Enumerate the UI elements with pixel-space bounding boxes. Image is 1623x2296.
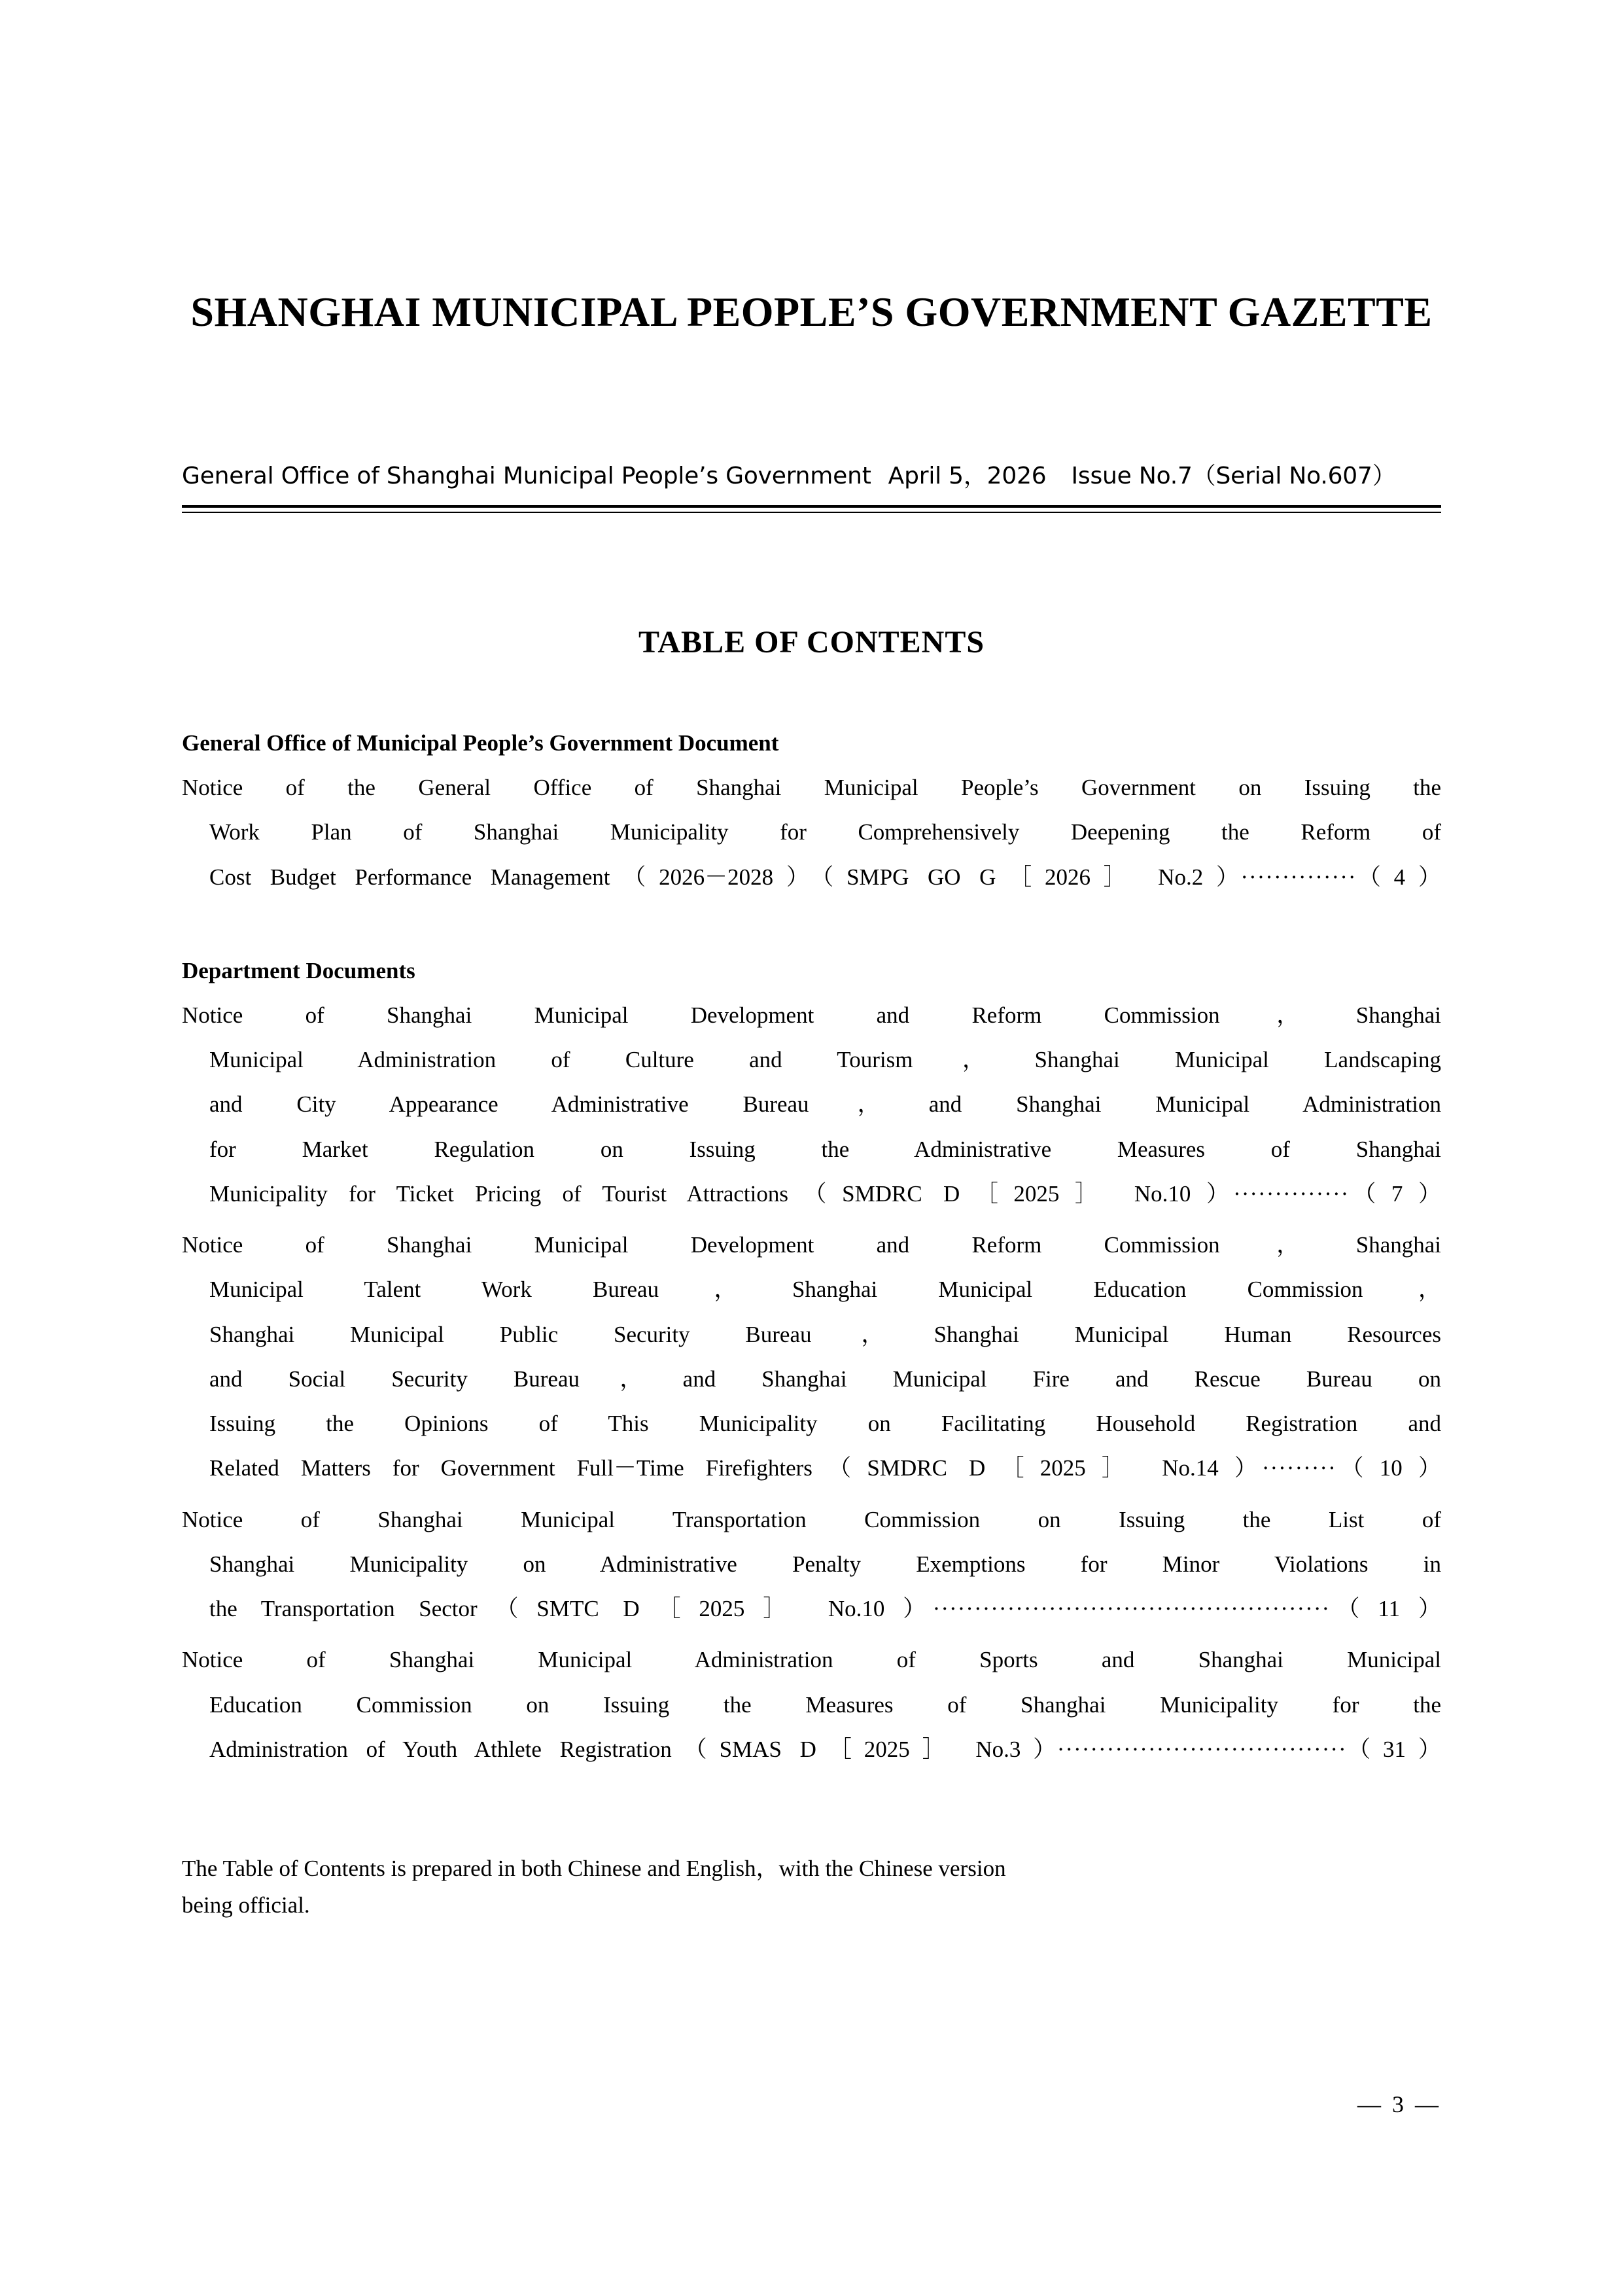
toc-section-title-general-office: General Office of Municipal People’s Government Document: [182, 730, 779, 756]
toc-entry-line: and Social Security Bureau，and Shanghai Municipal Fire and Rescue Bureau on: [209, 1366, 1441, 1392]
toc-heading: TABLE OF CONTENTS: [638, 625, 985, 660]
toc-page-number: （11）: [1330, 1596, 1441, 1621]
toc-entry-line-text: Related Matters for Government Full－Time Firefighters（SMDRC D［2025］ No.14）: [209, 1455, 1262, 1481]
toc-entry-line: Municipal Talent Work Bureau，Shanghai Municipal Education Commission，: [209, 1277, 1441, 1303]
masthead-divider: [182, 505, 1441, 513]
masthead-date: April 5，2026: [888, 463, 1047, 489]
toc-entry-line: and City Appearance Administrative Bureau，and Shanghai Municipal Administration: [209, 1091, 1441, 1118]
toc-entry-line: for Market Regulation on Issuing the Administrative Measures of Shanghai: [209, 1136, 1441, 1162]
toc-entry[interactable]: [182, 1223, 1441, 1491]
toc-entry-line: Municipal Administration of Culture and Tourism，Shanghai Municipal Landscaping: [209, 1047, 1441, 1072]
toc-page-number: （4）: [1356, 864, 1441, 890]
toc-leader-dots: ···································: [1056, 1736, 1347, 1762]
toc-entry-line: Education Commission on Issuing the Measures of Shanghai Municipality for the: [209, 1691, 1441, 1718]
toc-leader-dots: ··············: [1240, 864, 1357, 890]
divider-thin-line: [182, 512, 1441, 513]
toc-entry-last-line: [182, 1446, 1441, 1491]
page-title: SHANGHAI MUNICIPAL PEOPLE’S GOVERNMENT GAZETTE: [190, 289, 1433, 335]
toc-entry-line: Shanghai Municipal Public Security Bureau，Shanghai Municipal Human Resources: [209, 1321, 1441, 1347]
toc-page-number: （7）: [1349, 1180, 1441, 1207]
toc-entry-line: Notice of Shanghai Municipal Development and Reform Commission，Shanghai: [182, 1232, 1441, 1258]
toc-entry-line-text: Cost Budget Performance Management（2026－2028）（SMPG GO G［2026］ No.2）: [209, 864, 1241, 890]
toc-leader-dots: ················································: [932, 1596, 1331, 1621]
toc-page-number: （31）: [1346, 1736, 1441, 1762]
toc-entry-last-line: [182, 1727, 1441, 1772]
toc-page-number: （10）: [1336, 1455, 1441, 1481]
toc-entry-line-text: Administration of Youth Athlete Registration（SMAS D［2025］ No.3）: [209, 1736, 1057, 1762]
page-content: [182, 0, 1441, 1924]
toc-note-line: The Table of Contents is prepared in both Chinese and English，with the Chinese version: [182, 1856, 1006, 1881]
masthead-publisher: General Office of Shanghai Municipal People’s Government: [182, 463, 871, 489]
toc-entry-line: Notice of the General Office of Shanghai Municipal People’s Government on Issuing the: [182, 775, 1441, 800]
toc-entry[interactable]: [182, 1498, 1441, 1632]
toc-entry-last-line: [182, 1587, 1441, 1631]
toc-note-line: being official.: [182, 1892, 310, 1918]
masthead-issue: Issue No.7（Serial No.607）: [1071, 463, 1396, 489]
toc-entry-last-line: [182, 855, 1441, 900]
toc-leader-dots: ·········: [1261, 1455, 1336, 1481]
toc-entry-last-line: [182, 1172, 1441, 1216]
toc-entry-line: Work Plan of Shanghai Municipality for Comprehensively Deepening the Reform of: [209, 819, 1441, 845]
masthead: [182, 457, 1441, 491]
page-folio: — 3 —: [1357, 2091, 1441, 2117]
toc-entry[interactable]: [182, 1638, 1441, 1772]
toc-entry-line-text: Municipality for Ticket Pricing of Tourist Attractions（SMDRC D［2025］ No.10）: [209, 1180, 1234, 1207]
toc-entry-line: Notice of Shanghai Municipal Development and Reform Commission，Shanghai: [182, 1002, 1441, 1028]
toc-entry[interactable]: [182, 766, 1441, 900]
toc-leader-dots: ··············: [1233, 1180, 1350, 1207]
toc-entry-line: Notice of Shanghai Municipal Transportation Commission on Issuing the List of: [182, 1506, 1441, 1532]
toc-entry-line: Shanghai Municipality on Administrative Penalty Exemptions for Minor Violations in: [209, 1551, 1441, 1577]
toc-entry-line: Issuing the Opinions of This Municipality on Facilitating Household Registration and: [209, 1411, 1441, 1436]
toc-entry-line-text: the Transportation Sector（SMTC D［2025］ No.10）: [209, 1596, 933, 1621]
toc-section-title-department-documents: Department Documents: [182, 957, 415, 983]
toc-note: [182, 1850, 1268, 1924]
toc-entry[interactable]: [182, 993, 1441, 1216]
toc-entry-line: Notice of Shanghai Municipal Administration of Sports and Shanghai Municipal: [182, 1647, 1441, 1673]
